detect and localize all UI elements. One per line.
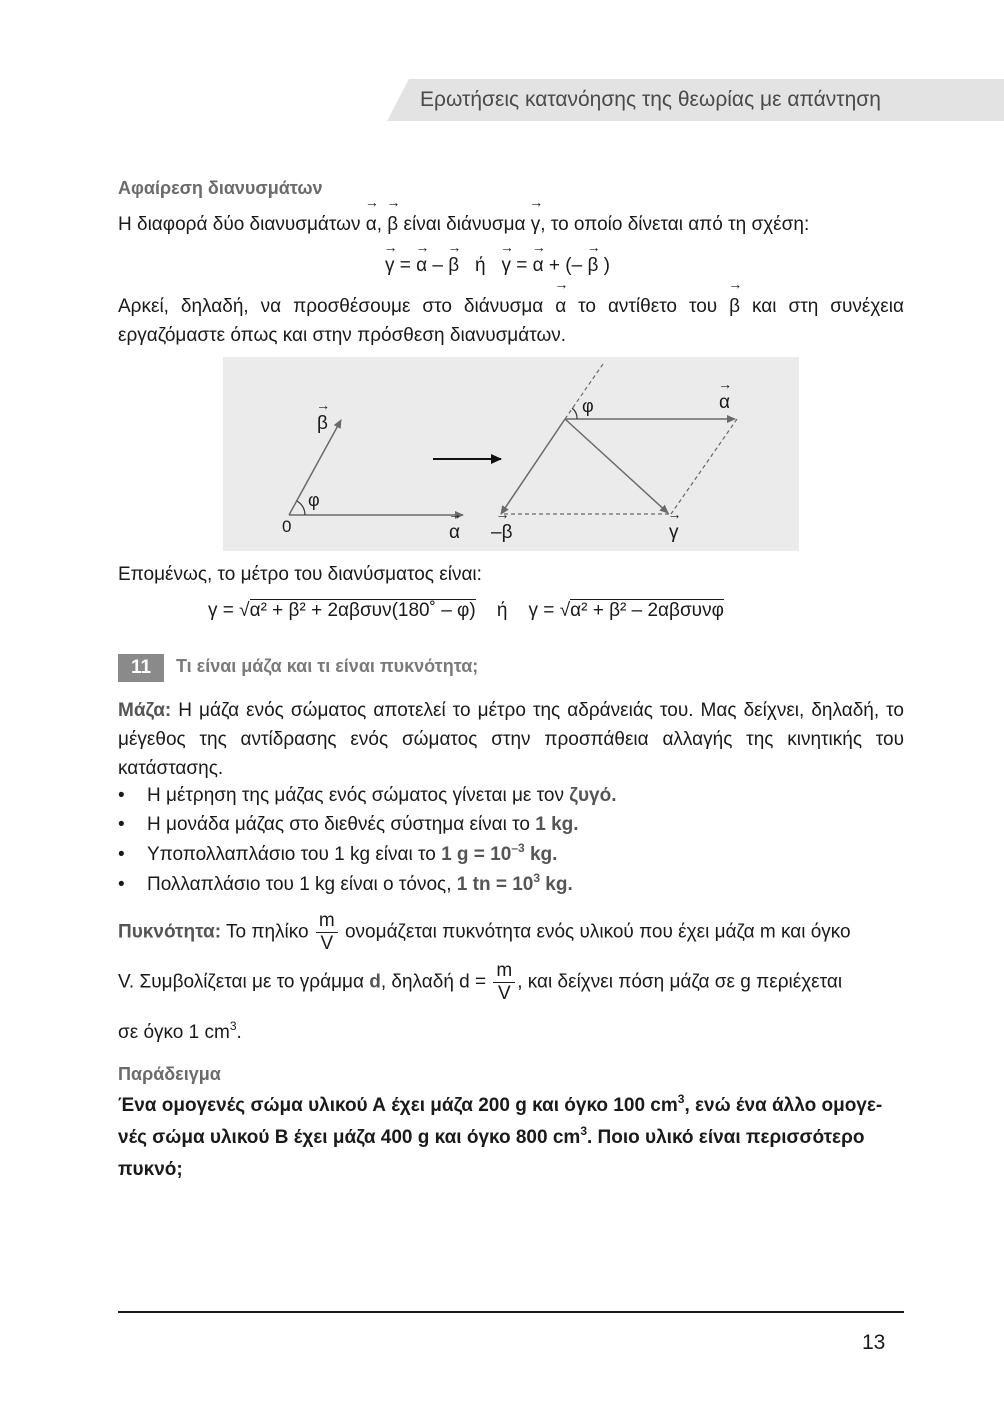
fraction-m-over-v: $\frac{m}{V}$ (316, 910, 338, 955)
label-alpha-left: → α (449, 522, 460, 544)
radicand-left: α² + β² + 2αβσυν(180˚ – φ) (249, 600, 476, 621)
example-title: Παράδειγμα (118, 1064, 221, 1084)
f-alpha: → α (416, 255, 427, 277)
right-vector-minus-beta (501, 419, 565, 514)
fraction-d-m-over-v: $\frac{m}{V}$ (493, 960, 515, 1005)
mag-right: γ = (528, 600, 560, 621)
intro-text-c: , το οποίο δίνεται από τη σχέση: (540, 214, 810, 235)
example-line-1: Ένα ομογενές σώμα υλικού Α έχει μάζα 200 g και όγκο 100 $cm^3$, ενώ ένα άλλο ομογε- (118, 1092, 883, 1116)
question-number: 11 (118, 654, 164, 682)
mass-text: Η μάζα ενός σώματος αποτελεί το μέτρο της αδράνειάς του. Μας δείχνει, δηλαδή, το μέγεθος της αντίδρασης ενός σώματος στην προσπάθεια αλλαγής της κινητικής του κατάστασης. (118, 700, 904, 779)
dashed-right (671, 419, 737, 514)
vector-alpha: → α (366, 210, 377, 239)
question-title: Τι είναι μάζα και τι είναι πυκνότητα; (176, 656, 479, 676)
label-phi-left: φ (308, 490, 320, 510)
magnitude-intro: Επομένως, το μέτρο του διανύσματος είναι: (118, 564, 482, 585)
para2-c: και στη συνέχεια εργαζόμαστε όπως και στην πρόσθεση διανυσμάτων. (118, 296, 904, 346)
sqrt-sign-left: √ (239, 600, 250, 621)
density-line-3: σε όγκο 1 $cm^3$. (118, 1019, 242, 1043)
example-line-2: νές σώμα υλικού Β έχει μάζα 400 g και όγκο 800 $cm^3$. Ποιο υλικό είναι περισσότερο (118, 1124, 865, 1148)
label-beta-left: → β (317, 413, 328, 435)
bullet-item-3: • Υποπολλαπλάσιο του 1 kg είναι το 1 $g = 10^{-3}$ kg. (118, 841, 558, 865)
label-alpha-right: → α (719, 392, 730, 414)
label-minus-beta: → –β (491, 522, 513, 544)
header-title: Ερωτήσεις κατανόησης της θεωρίας με απάντηση (420, 88, 881, 111)
left-angle-arc (297, 501, 305, 515)
vector-gamma: → γ (531, 210, 541, 239)
density-label: Πυκνότητα: (118, 921, 222, 943)
explanation-paragraph (118, 292, 904, 350)
intro-text-a: Η διαφορά δύο διανυσμάτων (118, 214, 366, 235)
label-phi-right: φ (582, 396, 594, 416)
f-gamma: → γ (385, 255, 395, 277)
mass-paragraph (118, 696, 904, 783)
formula-or: ή (475, 255, 486, 276)
para2-b: το αντίθετο του (566, 296, 730, 317)
radicand-right: α² + β² – 2αβσυνφ (570, 600, 724, 621)
footer-rule (118, 1311, 904, 1313)
bullet-item-2: • Η μονάδα μάζας στο διεθνές σύστημα είναι το 1 kg. (118, 814, 579, 835)
p2-alpha: → α (555, 292, 566, 321)
section-title: Αφαίρεση διανυσμάτων (118, 178, 323, 198)
right-angle-arc (572, 408, 577, 419)
label-gamma-right: → γ (669, 522, 679, 544)
bullet-item-1: • Η μέτρηση της μάζας ενός σώματος γίνεται με τον ζυγό. (118, 785, 617, 806)
example-question (118, 1090, 904, 1186)
mag-or: ή (496, 600, 508, 621)
intro-text-b: είναι διάνυσμα (398, 214, 531, 235)
intro-paragraph: Η διαφορά δύο διανυσμάτων → α, → β είναι διάνυσμα → γ, το οποίο δίνεται από τη σχέση: (118, 210, 904, 239)
f-alpha-2: → α (533, 255, 544, 277)
mass-label: Μάζα: (118, 700, 172, 721)
f-gamma-2: → γ (501, 255, 511, 277)
vector-figure (223, 357, 799, 551)
page-number: 13 (862, 1331, 886, 1354)
label-origin: 0 (282, 517, 292, 536)
bullet-item-4: • Πολλαπλάσιο του 1 kg είναι ο τόνος, 1 tn = $10^3$ kg. (118, 871, 573, 895)
density-line-1: Πυκνότητα: Το πηλίκο $\frac{m}{V}$ ονομάζεται πυκνότητα ενός υλικού που έχει μάζα m και όγκο (118, 910, 851, 954)
density-line-2: V. Συμβολίζεται με το γράμμα d, δηλαδή d = $\frac{m}{V}$ , και δείχνει πόση μάζα σε g περιέχεται (118, 960, 843, 1004)
p2-beta: → β (729, 292, 740, 321)
right-vector-gamma (565, 419, 668, 513)
vector-beta: → β (387, 210, 398, 239)
example-line-3: πυκνό; (118, 1159, 183, 1180)
f-beta: → β (448, 255, 459, 277)
magnitude-formula (208, 600, 724, 622)
mag-left: γ = (208, 600, 240, 621)
f-beta-2: → β (587, 255, 598, 277)
subtraction-formula: → γ = → α – → β ή → γ = → α + (– → β ) (385, 255, 610, 277)
sqrt-sign-right: √ (559, 600, 571, 621)
para2-a: Αρκεί, δηλαδή, να προσθέσουμε στο διάνυσμα (118, 296, 556, 317)
